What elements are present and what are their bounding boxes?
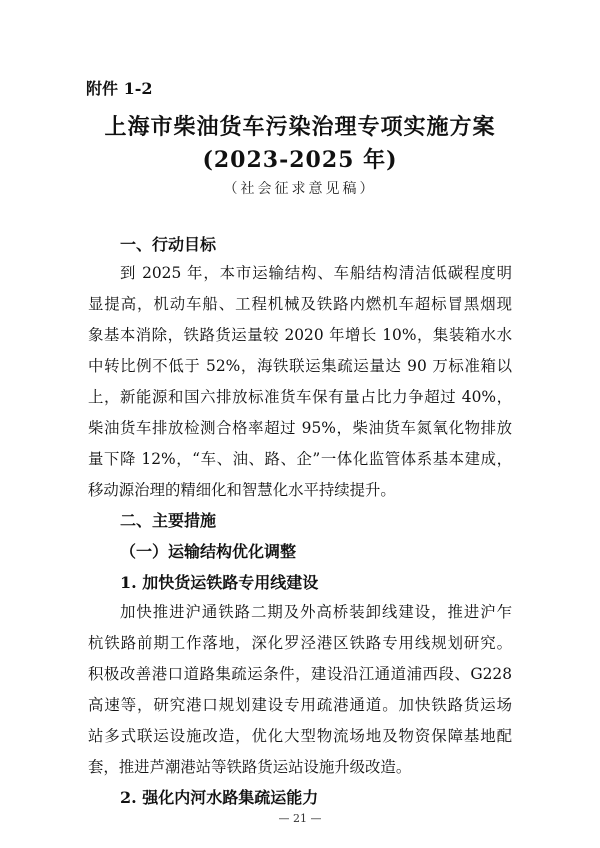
paragraph-line: 套，推进芦潮港站等铁路货运站设施升级改造。 xyxy=(88,758,412,776)
paragraph-line: 到 2025 年，本市运输结构、车船结构清洁低碳程度明 xyxy=(120,264,512,282)
section-1 xyxy=(88,229,512,261)
paragraph-line: 积极改善港口道路集疏运条件，建设沿江通道浦西段、G228 xyxy=(88,665,512,683)
paragraph-line: 量下降 12%，“车、油、路、企”一体化监管体系基本建成， xyxy=(88,450,512,468)
subsection-1 xyxy=(88,536,512,568)
section-1-heading: 一、行动目标 xyxy=(120,235,217,254)
item-2 xyxy=(88,782,512,814)
page-number: — 21 — xyxy=(278,812,322,825)
paragraph-line: 象基本消除，铁路货运量较 2020 年增长 10%，集装箱水水 xyxy=(88,326,512,344)
paragraph-line: 高速等，研究港口规划建设专用疏港通道。加快铁路货运场 xyxy=(88,696,512,714)
attachment-label: 附件 1-2 xyxy=(86,79,153,98)
section-2 xyxy=(88,505,512,537)
paragraph-line: 杭铁路前期工作落地，深化罗泾港区铁路专用线规划研究。 xyxy=(88,634,512,652)
paragraph-line: 上，新能源和国六排放标准货车保有量占比力争超过 40%， xyxy=(88,388,512,406)
paragraph-line: 站多式联运设施改造，优化大型物流场地及物资保障基地配 xyxy=(88,727,512,745)
paragraph-line: 加快推进沪通铁路二期及外高桥装卸线建设，推进沪乍 xyxy=(120,603,512,621)
paragraph-line: 柴油货车排放检测合格率超过 95%，柴油货车氮氧化物排放 xyxy=(88,419,512,437)
item-1-paragraph xyxy=(88,597,512,783)
item-1 xyxy=(88,567,512,599)
subsection-1-heading: （一）运输结构优化调整 xyxy=(120,542,297,561)
document-subtitle: （社会征求意见稿） xyxy=(223,181,377,197)
section-2-heading: 二、主要措施 xyxy=(120,511,217,530)
section-1-paragraph xyxy=(88,258,512,506)
document-title: 上海市柴油货车污染治理专项实施方案 xyxy=(104,114,496,140)
paragraph-line: 显提高，机动车船、工程机械及铁路内燃机车超标冒黑烟现 xyxy=(88,295,512,313)
paragraph-line: 移动源治理的精细化和智慧化水平持续提升。 xyxy=(88,481,396,499)
item-1-heading: 1. 加快货运铁路专用线建设 xyxy=(120,573,319,592)
document-title-years: (2023-2025 年) xyxy=(202,147,398,173)
paragraph-line: 中转比例不低于 52%，海铁联运集疏运量达 90 万标准箱以 xyxy=(88,357,512,375)
item-2-heading: 2. 强化内河水路集疏运能力 xyxy=(120,788,319,807)
